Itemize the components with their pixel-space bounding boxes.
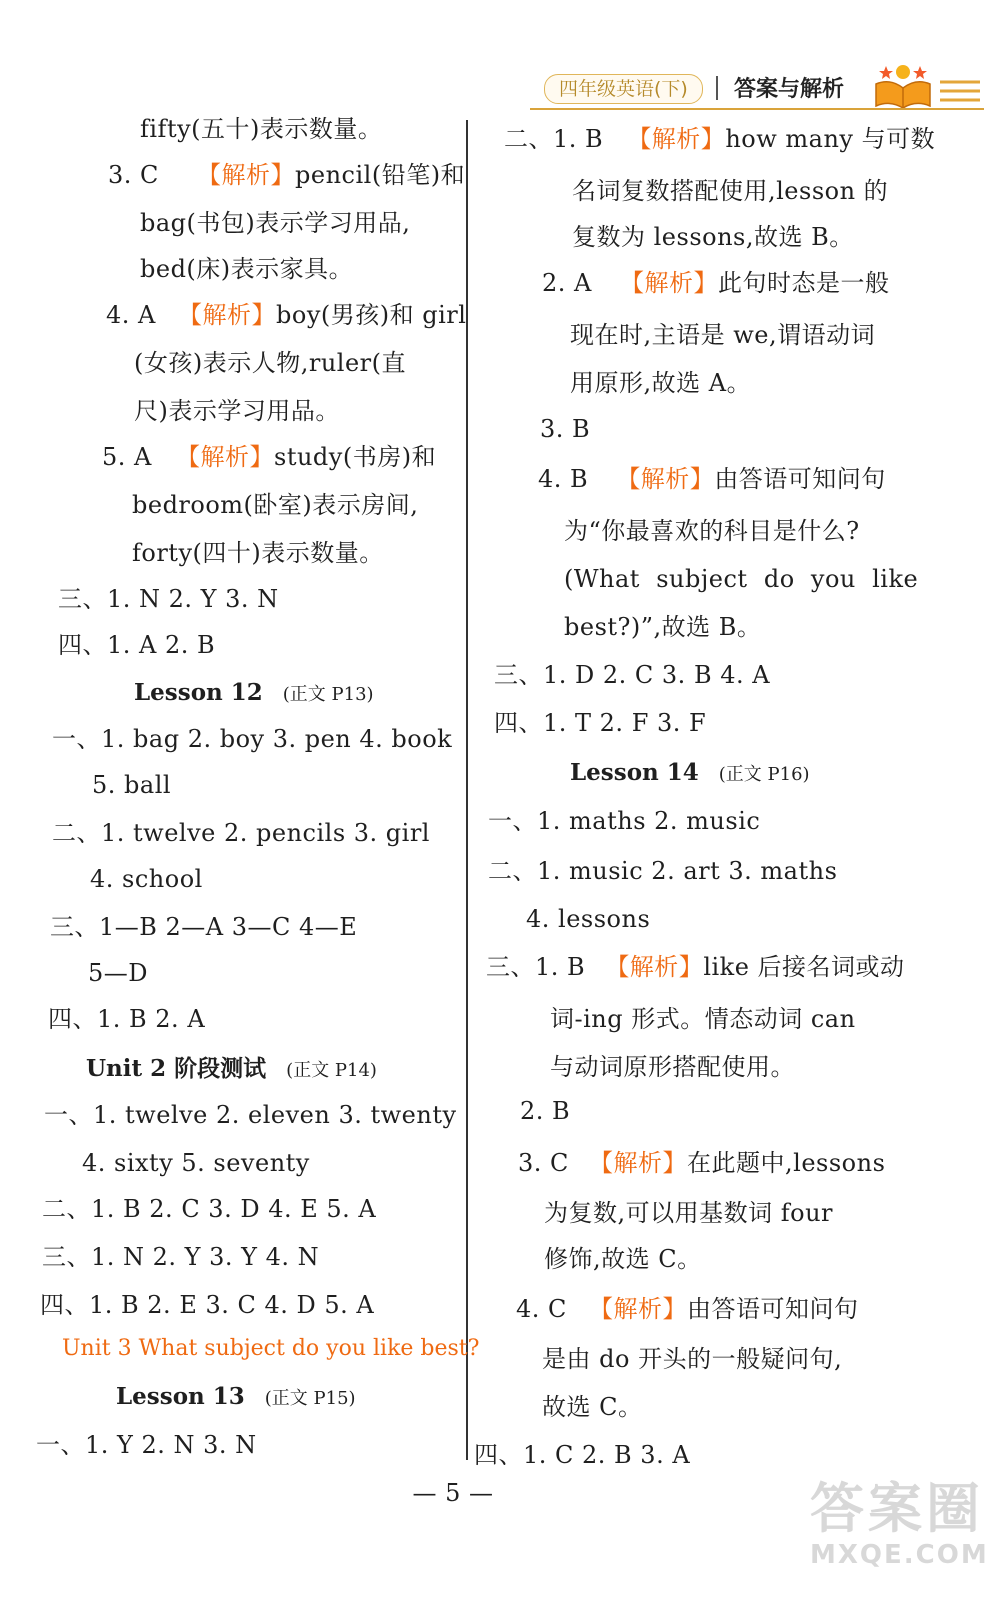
answer-line: 是由 do 开头的一般疑问句, [542,1345,843,1373]
decorative-lines-icon [938,78,982,104]
answer-line: 4. sixty 5. seventy [82,1149,310,1177]
unit-title: Unit 3 What subject do you like best? [62,1336,480,1361]
answer-line: 复数为 lessons,故选 B。 [572,223,854,251]
answer-line: best?)”,故选 B。 [564,613,762,641]
answer-line: 二、1. twelve 2. pencils 3. girl [52,819,430,847]
page-ref: (正文 P16) [718,764,810,785]
analysis-text: 由答语可知问句 [714,465,886,493]
section-label: 答案与解析 [734,77,845,102]
section-heading [86,1054,377,1086]
answer-line: 故选 C。 [542,1393,643,1421]
analysis-tag: 【解析】 [176,443,274,471]
lesson-heading [570,758,810,790]
answer-line: 一、1. Y 2. N 3. N [36,1431,257,1459]
question-number: 3. C [518,1149,569,1177]
analysis-tag: 【解析】 [627,125,726,153]
analysis-tag: 【解析】 [589,1149,688,1177]
answer-line [108,160,465,190]
analysis-tag: 【解析】 [620,269,718,297]
page-ref: (正文 P14) [286,1060,377,1081]
analysis-text: study(书房)和 [274,443,437,471]
answer-line: 二、1. B 2. C 3. D 4. E 5. A [42,1195,377,1223]
answer-line: 5—D [88,959,149,987]
page-ref: (正文 P13) [282,684,374,705]
analysis-tag: 【解析】 [605,953,704,981]
answer-line: 现在时,主语是 we,谓语动词 [570,321,876,349]
answer-line: 3. B [540,415,591,443]
question-number: 三、1. B [486,953,586,981]
answer-line: 5. ball [92,771,172,799]
analysis-text: boy(男孩)和 girl [276,301,467,329]
lesson-title: Lesson 12 [134,679,263,706]
question-number: 4. A [106,301,156,329]
answer-line: 三、1—B 2—A 3—C 4—E [50,913,358,941]
answer-line: 四、1. T 2. F 3. F [494,709,707,737]
answer-line: bag(书包)表示学习用品, [140,209,411,237]
watermark [810,1478,990,1588]
lesson-heading [134,678,374,710]
answer-line: 4. school [90,865,203,893]
lesson-heading [116,1382,356,1414]
answer-line: bed(床)表示家具。 [140,255,354,283]
lesson-title: Lesson 13 [116,1383,245,1410]
analysis-tag: 【解析】 [589,1295,688,1323]
answer-line: 三、1. D 2. C 3. B 4. A [494,661,771,689]
grade-label: 四年级英语(下) [544,74,703,104]
answer-line: 四、1. B 2. A [48,1005,206,1033]
analysis-text: 由答语可知问句 [687,1295,859,1323]
header-rule [530,108,984,110]
question-number: 二、1. B [504,125,604,153]
answer-line [504,124,935,154]
question-number: 4. C [516,1295,567,1323]
answer-line: 一、1. maths 2. music [488,807,761,835]
answer-line [538,464,886,494]
answer-line: 二、1. music 2. art 3. maths [488,857,838,885]
analysis-text: how many 与可数 [725,125,936,153]
question-number: 3. C [108,161,159,189]
page-header [520,66,980,110]
question-number: 5. A [102,443,152,471]
answer-line: 一、1. twelve 2. eleven 3. twenty [44,1101,457,1129]
answer-line [542,268,890,298]
section-title: Unit 2 阶段测试 [86,1055,267,1082]
answer-line: 2. B [520,1097,571,1125]
answer-line: 四、1. A 2. B [58,631,216,659]
answer-line: 四、1. B 2. E 3. C 4. D 5. A [40,1291,375,1319]
analysis-text: 此句时态是一般 [718,269,890,297]
answer-line [516,1294,859,1324]
answer-line: 名词复数搭配使用,lesson 的 [572,177,889,205]
answer-line [102,442,436,472]
answer-line: forty(四十)表示数量。 [132,539,384,567]
answer-line: 4. lessons [526,905,651,933]
header-separator [716,76,718,100]
answer-line: (女孩)表示人物,ruler(直 [134,349,406,377]
watermark-logo-text: 答案圈 [810,1477,984,1540]
answer-line: 词-ing 形式。情态动词 can [550,1005,856,1033]
answer-line [518,1148,885,1178]
lesson-title: Lesson 14 [570,759,699,786]
open-book-icon [872,62,934,110]
answer-line: fifty(五十)表示数量。 [140,115,383,143]
page-ref: (正文 P15) [264,1388,356,1409]
answer-line: 尺)表示学习用品。 [134,397,340,425]
answer-line: 四、1. C 2. B 3. A [474,1441,691,1469]
answer-line [106,300,466,330]
answer-line: 为“你最喜欢的科目是什么? [564,517,860,545]
answer-line: 为复数,可以用基数词 four [544,1199,834,1227]
analysis-tag: 【解析】 [197,161,296,189]
answer-line: 用原形,故选 A。 [570,369,752,397]
page-number: — 5 — [412,1479,494,1507]
answer-line: bedroom(卧室)表示房间, [132,491,419,519]
answer-line: 三、1. N 2. Y 3. N [58,585,279,613]
analysis-tag: 【解析】 [616,465,715,493]
answer-line: 与动词原形搭配使用。 [550,1053,795,1081]
answer-line [486,952,905,982]
analysis-text: pencil(铅笔)和 [295,161,466,189]
answer-line: 修饰,故选 C。 [544,1245,702,1273]
watermark-url: MXQE.COM [810,1540,989,1570]
analysis-tag: 【解析】 [178,301,276,329]
question-number: 4. B [538,465,589,493]
analysis-text: 在此题中,lessons [687,1149,886,1177]
answer-line: 一、1. bag 2. boy 3. pen 4. book [52,725,453,753]
answer-line: 三、1. N 2. Y 3. Y 4. N [42,1243,320,1271]
question-number: 2. A [542,269,592,297]
answer-line: (What subject do you like [564,565,919,593]
analysis-text: like 后接名词或动 [703,953,905,981]
